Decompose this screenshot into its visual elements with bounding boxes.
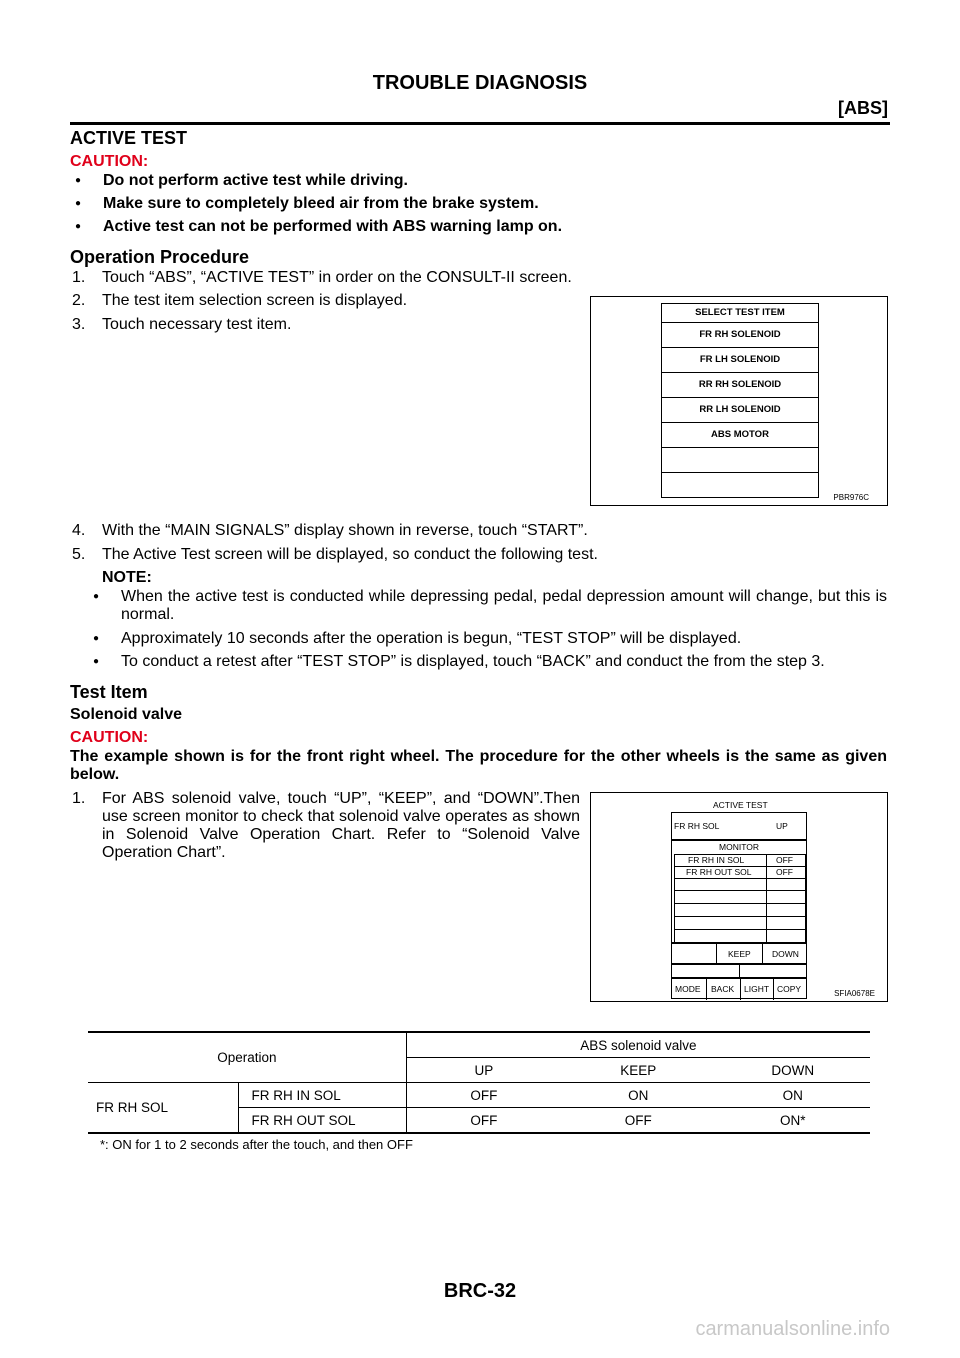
test-item-heading: Test Item bbox=[70, 682, 148, 702]
procedure-step: 5. The Active Test screen will be displayed, so conduct the following test. bbox=[72, 546, 598, 563]
note-item: ● When the active test is conducted while depressing pedal, pedal depression amount will change, but this is normal. bbox=[121, 588, 887, 624]
light-button: LIGHT bbox=[744, 984, 770, 994]
figure-item: RR LH SOLENOID bbox=[661, 397, 819, 423]
monitor-row-value: OFF bbox=[776, 855, 793, 865]
caution-text: The example shown is for the front right wheel. The procedure for the other wheels is the same as given below. bbox=[70, 748, 887, 783]
table-cell: OFF bbox=[624, 1112, 652, 1128]
figure-item: FR RH SOLENOID bbox=[661, 322, 819, 348]
caution-item: ● Make sure to completely bleed air from the brake system. bbox=[103, 195, 539, 213]
monitor-row-label: FR RH IN SOL bbox=[688, 855, 745, 865]
table-cell: ON bbox=[628, 1087, 649, 1103]
figure-item: ABS MOTOR bbox=[661, 422, 819, 448]
keep-button: KEEP bbox=[728, 949, 751, 959]
test-item-label: FR RH SOL bbox=[674, 821, 720, 831]
test-item-box bbox=[671, 812, 807, 840]
copy-button: COPY bbox=[777, 984, 802, 994]
table-cell: ON* bbox=[779, 1112, 806, 1128]
table-cell: OFF bbox=[406, 1108, 561, 1134]
note-item: ● Approximately 10 seconds after the operation is begun, “TEST STOP” will be displayed. bbox=[121, 630, 741, 648]
solenoid-valve-subheading: Solenoid valve bbox=[70, 706, 183, 723]
back-button: BACK bbox=[711, 984, 735, 994]
operation-header: Operation bbox=[217, 1050, 277, 1065]
caution-label: CAUTION: bbox=[70, 729, 149, 746]
procedure-step: 1. Touch “ABS”, “ACTIVE TEST” in order on the CONSULT-II screen. bbox=[72, 269, 572, 286]
down-button: DOWN bbox=[772, 949, 799, 959]
table-cell: ON bbox=[782, 1087, 803, 1103]
monitor-label: MONITOR bbox=[719, 842, 759, 852]
figure-header: SELECT TEST ITEM bbox=[661, 303, 819, 323]
monitor-box bbox=[671, 840, 807, 943]
figure-code: PBR976C bbox=[833, 493, 869, 502]
monitor-row-label: FR RH OUT SOL bbox=[686, 867, 752, 877]
note-item: ● To conduct a retest after “TEST STOP” is displayed, touch “BACK” and conduct the from the step 3. bbox=[121, 653, 825, 671]
mode-button: MODE bbox=[675, 984, 701, 994]
caution-item: ● Active test can not be performed with ABS warning lamp on. bbox=[103, 218, 562, 236]
screen-title: ACTIVE TEST bbox=[713, 800, 768, 810]
table-cell: OFF bbox=[406, 1083, 561, 1108]
test-step: 1. For ABS solenoid valve, touch “UP”, “KEEP”, and “DOWN”.Then use screen monitor to check that solenoid valve operates as shown in Solenoid Valve Operation Chart. Refer to “Solenoid Valve Operation Chart”. bbox=[72, 790, 580, 861]
figure-item bbox=[661, 472, 819, 498]
figure-item: FR LH SOLENOID bbox=[661, 347, 819, 373]
figure-item: RR RH SOLENOID bbox=[661, 372, 819, 398]
figure-select-test-item bbox=[590, 296, 888, 506]
row-label: FR RH OUT SOL bbox=[239, 1108, 406, 1134]
operation-procedure-heading: Operation Procedure bbox=[70, 247, 250, 267]
watermark: carmanualsonline.info bbox=[695, 1318, 890, 1340]
caution-label: CAUTION: bbox=[70, 153, 149, 170]
column-header: UP bbox=[406, 1058, 561, 1083]
caution-item: ● Do not perform active test while driving. bbox=[103, 172, 408, 190]
note-label: NOTE: bbox=[102, 569, 152, 586]
bottom-buttons bbox=[671, 978, 807, 999]
figure-item bbox=[661, 447, 819, 473]
header-rule bbox=[70, 122, 890, 125]
group-header: ABS solenoid valve bbox=[406, 1032, 870, 1058]
active-test-heading: ACTIVE TEST bbox=[70, 128, 188, 148]
figure-active-test-screen bbox=[590, 792, 888, 1002]
procedure-step: 2. The test item selection screen is displayed. bbox=[72, 292, 408, 309]
group-label: FR RH SOL bbox=[88, 1083, 239, 1134]
blank-row bbox=[671, 964, 807, 978]
page-number: BRC-32 bbox=[443, 1280, 517, 1302]
section-label: [ABS] bbox=[838, 98, 888, 118]
page-header-title: TROUBLE DIAGNOSIS bbox=[372, 72, 588, 94]
figure-code: SFIA0678E bbox=[834, 989, 875, 998]
table-footnote: *: ON for 1 to 2 seconds after the touch, and then OFF bbox=[100, 1137, 413, 1152]
column-header: KEEP bbox=[620, 1062, 657, 1078]
control-row bbox=[671, 943, 807, 964]
row-label: FR RH IN SOL bbox=[239, 1083, 406, 1108]
procedure-step: 3. Touch necessary test item. bbox=[72, 316, 292, 333]
solenoid-operation-table bbox=[88, 1031, 870, 1134]
monitor-row-value: OFF bbox=[776, 867, 793, 877]
procedure-step: 4. With the “MAIN SIGNALS” display shown in reverse, touch “START”. bbox=[72, 522, 588, 539]
test-item-value: UP bbox=[776, 821, 788, 831]
column-header: DOWN bbox=[771, 1062, 815, 1078]
